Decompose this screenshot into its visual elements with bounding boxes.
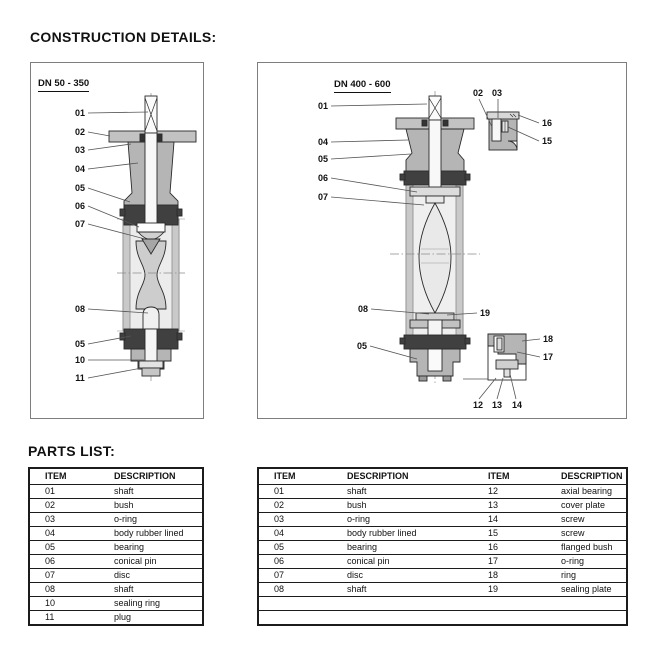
table-cell: o-ring — [332, 513, 473, 527]
sealing-ring — [139, 361, 163, 368]
table-cell: cover plate — [546, 499, 627, 513]
valve-drawing-dn50-350 — [31, 63, 203, 418]
table-cell: shaft — [332, 583, 473, 597]
top-bearing-inset — [487, 112, 519, 150]
part-label-06: 06 — [74, 201, 86, 211]
header-row — [258, 468, 627, 485]
plug — [142, 368, 160, 376]
o-ring-left — [422, 120, 427, 126]
table-cell: axial bearing — [546, 485, 627, 499]
part-label-15: 15 — [541, 136, 553, 146]
table-row — [29, 513, 203, 527]
foot-right — [443, 376, 451, 381]
table-row — [258, 541, 627, 555]
lower-bearing — [400, 335, 470, 349]
part-label-05-lower: 05 — [74, 339, 86, 349]
table-row — [258, 583, 627, 597]
table-cell: 05 — [258, 541, 332, 555]
table-cell: 15 — [473, 527, 546, 541]
table-row — [258, 485, 627, 499]
part-label-05-upper: 05 — [317, 154, 329, 164]
diagram-dn50-350 — [30, 62, 204, 419]
table-row — [29, 569, 203, 583]
table-cell: 01 — [258, 485, 332, 499]
table-row — [258, 555, 627, 569]
table-cell — [258, 597, 332, 611]
column-header: ITEM — [473, 468, 546, 485]
part-label-13: 13 — [491, 400, 503, 410]
part-label-01: 01 — [317, 101, 329, 111]
table-cell: 10 — [29, 597, 99, 611]
table-row — [29, 611, 203, 626]
table-row — [29, 499, 203, 513]
column-header: DESCRIPTION — [546, 468, 627, 485]
table-cell: bearing — [99, 541, 203, 555]
table-cell: plug — [99, 611, 203, 626]
table-cell: 02 — [258, 499, 332, 513]
table-cell: bearing — [332, 541, 473, 555]
table-cell: 14 — [473, 513, 546, 527]
part-label-03: 03 — [491, 88, 503, 98]
table-row — [29, 527, 203, 541]
part-label-02: 02 — [74, 127, 86, 137]
table-row — [258, 569, 627, 583]
o-ring-right — [443, 120, 448, 126]
part-label-08: 08 — [357, 304, 369, 314]
table-cell — [546, 611, 627, 626]
table-row — [258, 513, 627, 527]
part-label-08: 08 — [74, 304, 86, 314]
variant-label-dn50-350: DN 50 - 350 — [38, 78, 89, 92]
part-label-19: 19 — [479, 308, 491, 318]
valve-drawing-dn400-600 — [258, 63, 626, 418]
table-cell: 17 — [473, 555, 546, 569]
table-cell: shaft — [99, 583, 203, 597]
table-cell: 16 — [473, 541, 546, 555]
conical-pin-bush — [426, 196, 444, 203]
table-cell: 04 — [29, 527, 99, 541]
table-cell: shaft — [99, 485, 203, 499]
part-label-04: 04 — [317, 137, 329, 147]
table-cell: 18 — [473, 569, 546, 583]
sealing-plate — [416, 313, 454, 320]
table-cell — [258, 611, 332, 626]
table-cell: 05 — [29, 541, 99, 555]
table-cell: 07 — [258, 569, 332, 583]
table-row — [29, 555, 203, 569]
table-cell: bush — [99, 499, 203, 513]
table-cell: 07 — [29, 569, 99, 583]
part-label-07: 07 — [74, 219, 86, 229]
part-label-06: 06 — [317, 173, 329, 183]
header-row — [29, 468, 203, 485]
table-row — [29, 583, 203, 597]
part-label-07: 07 — [317, 192, 329, 202]
stem — [145, 96, 157, 133]
table-cell: 12 — [473, 485, 546, 499]
table-cell: sealing ring — [99, 597, 203, 611]
table-cell: disc — [332, 569, 473, 583]
part-label-04: 04 — [74, 164, 86, 174]
stem — [429, 96, 441, 120]
table-cell — [546, 597, 627, 611]
column-header: ITEM — [29, 468, 99, 485]
bottom-bearing-inset — [463, 334, 526, 380]
conical-pin-bush — [137, 223, 165, 232]
table-cell: 06 — [258, 555, 332, 569]
parts-table-right — [257, 467, 628, 626]
table-cell: 13 — [473, 499, 546, 513]
table-cell: 08 — [258, 583, 332, 597]
table-cell: 11 — [29, 611, 99, 626]
table-cell: sealing plate — [546, 583, 627, 597]
part-label-18: 18 — [542, 334, 554, 344]
table-cell: conical pin — [99, 555, 203, 569]
table-row — [258, 611, 627, 626]
table-cell — [473, 597, 546, 611]
table-cell — [332, 597, 473, 611]
column-header: ITEM — [258, 468, 332, 485]
column-header: DESCRIPTION — [99, 468, 203, 485]
table-cell — [332, 611, 473, 626]
o-ring-right — [157, 134, 162, 141]
part-label-01: 01 — [74, 108, 86, 118]
part-label-03: 03 — [74, 145, 86, 155]
parts-table-left — [28, 467, 204, 626]
table-cell: bush — [332, 499, 473, 513]
variant-label-dn400-600: DN 400 - 600 — [334, 79, 391, 93]
table-cell: 03 — [29, 513, 99, 527]
table-row — [258, 499, 627, 513]
table-cell: 02 — [29, 499, 99, 513]
table-cell — [473, 611, 546, 626]
table-cell: 19 — [473, 583, 546, 597]
lower-shaft-channel — [145, 329, 157, 361]
lower-shaft-channel — [428, 349, 442, 371]
parts-list-title: PARTS LIST: — [28, 443, 116, 459]
part-label-14: 14 — [511, 400, 523, 410]
table-row — [29, 597, 203, 611]
foot-left — [419, 376, 427, 381]
part-label-12: 12 — [472, 400, 484, 410]
diagram-dn400-600 — [257, 62, 627, 419]
part-label-11: 11 — [75, 373, 85, 383]
part-label-05-upper: 05 — [74, 183, 86, 193]
table-cell: o-ring — [546, 555, 627, 569]
bearing-plate — [410, 187, 460, 196]
o-ring-left — [140, 134, 145, 141]
table-row — [29, 541, 203, 555]
table-cell: 04 — [258, 527, 332, 541]
part-label-17: 17 — [542, 352, 554, 362]
table-cell: conical pin — [332, 555, 473, 569]
table-cell: 08 — [29, 583, 99, 597]
table-cell: o-ring — [99, 513, 203, 527]
table-cell: body rubber lined — [99, 527, 203, 541]
table-row — [258, 527, 627, 541]
table-cell: screw — [546, 513, 627, 527]
table-cell: flanged bush — [546, 541, 627, 555]
part-label-16: 16 — [541, 118, 553, 128]
table-cell: ring — [546, 569, 627, 583]
table-row — [29, 485, 203, 499]
table-cell: body rubber lined — [332, 527, 473, 541]
part-label-10: 10 — [74, 355, 86, 365]
part-label-05-lower: 05 — [356, 341, 368, 351]
table-row — [258, 597, 627, 611]
part-label-02: 02 — [472, 88, 484, 98]
column-header: DESCRIPTION — [332, 468, 473, 485]
table-cell: disc — [99, 569, 203, 583]
table-cell: 06 — [29, 555, 99, 569]
stem-channel — [145, 133, 157, 225]
page-title: CONSTRUCTION DETAILS: — [30, 29, 217, 45]
table-cell: screw — [546, 527, 627, 541]
table-cell: shaft — [332, 485, 473, 499]
table-cell: 01 — [29, 485, 99, 499]
stem-channel — [429, 120, 441, 195]
table-cell: 03 — [258, 513, 332, 527]
